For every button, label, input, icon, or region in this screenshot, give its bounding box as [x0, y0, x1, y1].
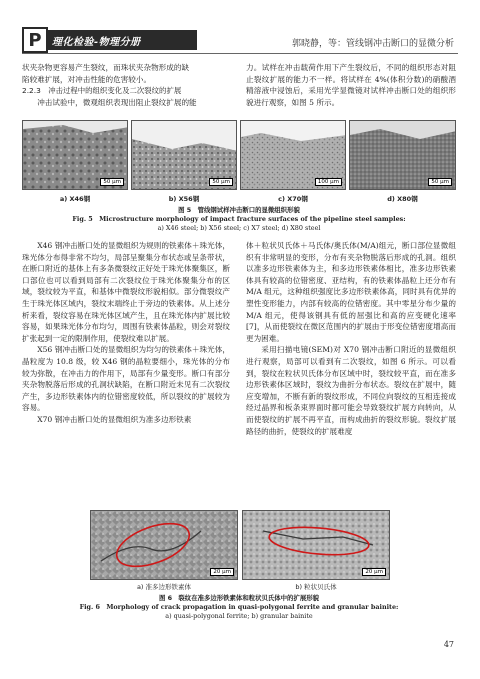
- left-body-p2: X56 钢冲击断口处的显微组织为均匀的铁素体＋珠光体，晶粒度为 10.8 级，较 X46 钢的晶粒要细小，珠光体的分布较为弥散，在冲击力的作用下，局部有少量变形。断口有部分夹杂物脱落后形成的孔洞状缺陷，在断口附近未见有二次裂纹产生，多边形铁素体内的位错密度较低，所以裂纹的扩展较为容易。: [22, 345, 230, 413]
- fig6-panel-a: [90, 510, 238, 580]
- fig5-caption-sub: a) X46 steel; b) X56 steel; c) X7 steel; d) X80 steel: [157, 224, 321, 232]
- header-rule: [22, 53, 458, 54]
- section-heading-2-2-3: 2.2.3 冲击过程中的组织变化及二次裂纹的扩展: [22, 86, 182, 96]
- left-body-p1: X46 钢冲击断口处的显微组织为规则的铁素体＋珠光体，珠光体分布得非常不均匀，局部呈聚集分布状态或呈条带状，在断口附近的基体上有多条微裂纹正好处于珠光体聚集区，断口部位也可以看到局部有二次裂纹位于珠光体聚集分布的区域，裂纹较为平直，和基体中微裂纹形貌相似。部分微裂纹产生于珠光体区域内，裂纹末端终止于旁边的铁素体。从上述分析来看，裂纹容易在珠光体区域产生，且在珠光体内扩展比较容易，如果珠光体分布均匀，周围有铁素体晶粒，则会对裂纹扩张起到一定的限制作用，使裂纹难以扩展。: [22, 241, 230, 343]
- fig6-panel-b: [242, 510, 390, 580]
- right-column-body: [246, 240, 456, 437]
- right-top-para: 力。试样在冲击载荷作用下产生裂纹后，不同的组织形态对阻止裂纹扩展的能力不一样。将试样在 4%(体积分数)的硝酸酒精溶液中浸蚀后，采用光学显微镜对试样冲击断口处的组织形貌进行观察，如图 5 所示。: [246, 63, 456, 107]
- fig6-b-scale-bar: 20 μm: [362, 568, 386, 576]
- fig5-panel-c: [240, 120, 346, 190]
- figure-5-caption: [22, 206, 456, 233]
- right-body-p1: 体＋粒状贝氏体＋马氏体/奥氏体(M/A)组元，断口部位显微组织有非常明显的变形，分布有夹杂物脱落后形成的孔洞。组织以准多边形铁素体为主，和多边形铁素体相比，准多边形铁素体具有较高的位错密度、亚结构，有的铁素体晶粒上还分布有 M/A 组元，这种组织强度比多边形铁素体高，同时具有优异的塑性变形能力，内部有较高的位错密度。其中零星分布少量的 M/A 组元，使得该钢具有低的屈强比和高的应变硬化速率[7]，从而使裂纹在微区范围内的扩展由于形变位错密度增高而更为困难。: [246, 241, 456, 343]
- journal-logo-text: 理化检验-物理分册: [52, 37, 141, 48]
- fig6-caption-cn: 图 6 裂纹在准多边形铁素体和粒状贝氏体中的扩展形貌: [158, 594, 320, 602]
- fig5-b-scale-bar: 50 μm: [209, 178, 233, 186]
- left-column-top: [22, 62, 230, 108]
- right-column-top: [246, 62, 456, 108]
- fig6-a-scale-bar: 20 μm: [210, 568, 234, 576]
- figure-6: [90, 510, 390, 590]
- fig5-panel-a: [22, 120, 128, 190]
- fig5-panel-b: [131, 120, 237, 190]
- fig5-c-scale-bar: 100 μm: [315, 178, 342, 186]
- fig6-caption-sub: a) quasi-polygonal ferrite; b) granular bainite: [165, 612, 313, 620]
- left-top-line1: 状夹杂物更容易产生裂纹，而珠状夹杂物形成的缺: [22, 63, 190, 72]
- fig6-label-a: a) 准多边形铁素体: [136, 583, 192, 591]
- fig5-d-scale-bar: 50 μm: [428, 178, 452, 186]
- figure-6-caption: [22, 594, 456, 621]
- fig5-label-d: d) X80钢: [387, 195, 418, 203]
- fig5-panel-d: [349, 120, 456, 190]
- fig6-label-b: b) 粒状贝氏体: [295, 583, 337, 591]
- fig5-caption-en: Fig. 5 Microstructure morphology of impact fracture surfaces of the pipeline steel samples:: [72, 215, 406, 223]
- page-number: 47: [443, 640, 454, 649]
- left-body-p3: X70 钢冲击断口处的显微组织为准多边形铁素: [37, 414, 192, 424]
- right-body-p2: 采用扫描电镜(SEM)对 X70 钢冲击断口附近的显微组织进行观察，局部可以看到有二次裂纹，如图 6 所示。可以看到，裂纹在粒状贝氏体分布区域中时，裂纹较平直，而在准多边形铁素体区域时，裂纹为曲折分布状态。裂纹在扩展中，随应变增加，不断有新的裂纹形成，不同位向裂纹的互相连接成经过晶界和板条束界面时都可能会导致裂纹扩展方向转向，从而使裂纹的扩展不再平直，而构成曲折的裂纹形貌。裂纹扩展路径的曲折，使裂纹的扩展难度: [246, 345, 456, 436]
- fig5-a-scale-bar: 50 μm: [100, 178, 124, 186]
- left-top-line2: 陷较难扩展，对冲击性能的危害较小。: [22, 74, 152, 84]
- fig5-label-a: a) X46钢: [59, 195, 91, 203]
- fig6-caption-en: Fig. 6 Morphology of crack propagation in quasi-polygonal ferrite and granular bainite:: [79, 603, 399, 611]
- journal-logo-mark: P: [22, 27, 48, 53]
- fig5-label-b: b) X56钢: [168, 195, 200, 203]
- left-column-body: [22, 240, 230, 426]
- page-header: [0, 0, 480, 58]
- left-top-para: 冲击试验中，微观组织表现出阻止裂纹扩展的能: [37, 97, 197, 107]
- fig5-label-c: c) X70钢: [278, 195, 308, 203]
- running-title: 郭晓静，等：管线钢冲击断口的显微分析: [291, 39, 454, 49]
- fig5-caption-cn: 图 5 管线钢试样冲击断口的显微组织形貌: [178, 206, 300, 214]
